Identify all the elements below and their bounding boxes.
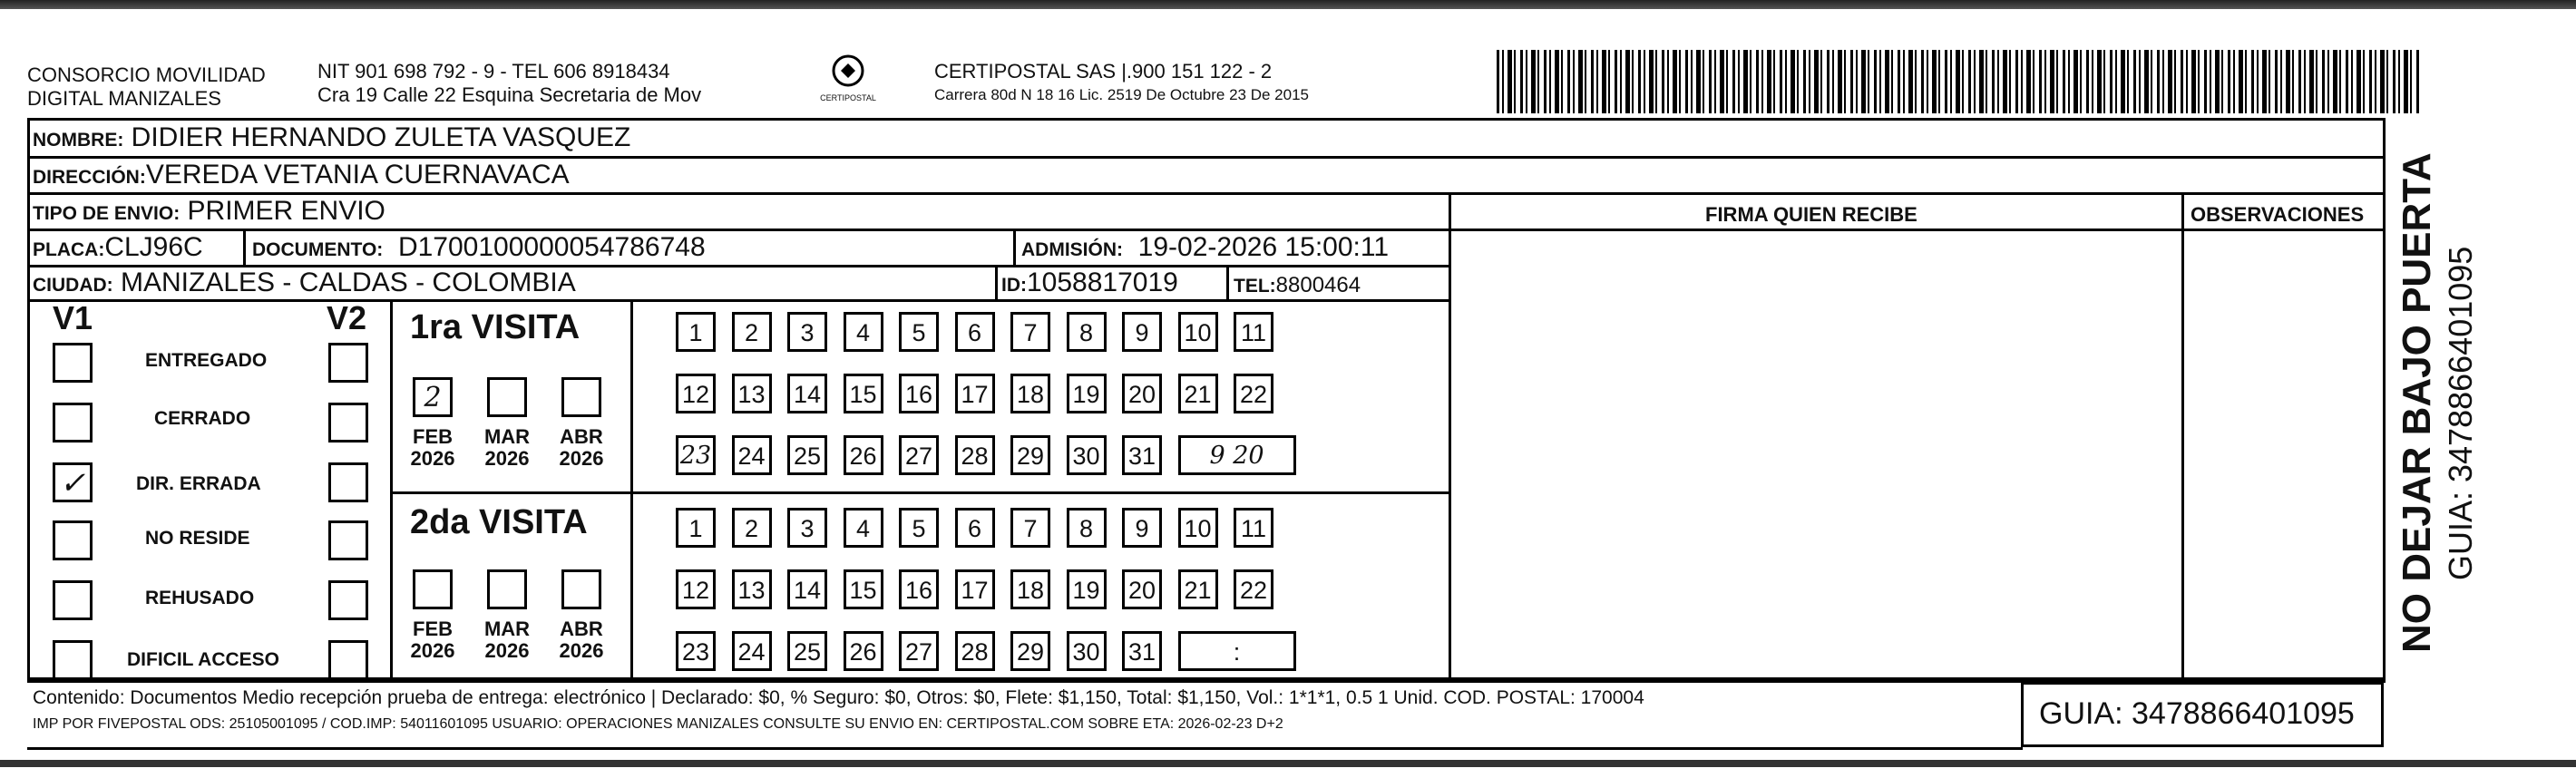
second-day-2[interactable]: 2 <box>732 508 772 548</box>
first-day-9[interactable]: 9 <box>1122 312 1162 352</box>
company-nit: NIT 901 698 792 - 9 - TEL 606 8918434 Cra 19 Calle 22 Esquina Secretaria de Mov <box>317 60 702 106</box>
second-day-28[interactable]: 28 <box>955 631 995 671</box>
bottom-border <box>0 760 2576 767</box>
status-entregado: ENTREGADO <box>145 350 268 371</box>
visit-divider <box>390 491 1451 494</box>
second-day-17[interactable]: 17 <box>955 569 995 609</box>
top-border <box>0 0 2576 9</box>
second-day-21[interactable]: 21 <box>1178 569 1218 609</box>
months-divider <box>630 299 633 680</box>
direccion-field: DIRECCIÓN:VEREDA VETANIA CUERNAVACA <box>33 160 570 190</box>
placa-field: PLACA:CLJ96C <box>33 232 203 262</box>
field-divider <box>1013 229 1016 265</box>
status-dificil-acceso: DIFICIL ACCESO <box>127 649 280 670</box>
second-day-10[interactable]: 10 <box>1178 508 1218 548</box>
row-divider <box>1451 229 2386 231</box>
first-day-4[interactable]: 4 <box>844 312 883 352</box>
first-day-24[interactable]: 24 <box>732 435 772 475</box>
first-day-11[interactable]: 11 <box>1234 312 1273 352</box>
second-time-box[interactable]: : <box>1178 631 1296 671</box>
second-day-4[interactable]: 4 <box>844 508 883 548</box>
first-day-31[interactable]: 31 <box>1122 435 1162 475</box>
second-day-18[interactable]: 18 <box>1010 569 1050 609</box>
first-day-27[interactable]: 27 <box>899 435 939 475</box>
no-dejar-bajo-puerta: NO DEJAR BAJO PUERTA <box>2395 152 2439 653</box>
v1-cerrado-checkbox[interactable] <box>53 403 93 442</box>
first-day-10[interactable]: 10 <box>1178 312 1218 352</box>
status-no-reside: NO RESIDE <box>145 528 250 549</box>
first-day-1[interactable]: 1 <box>676 312 716 352</box>
first-day-29[interactable]: 29 <box>1010 435 1050 475</box>
documento-field: DOCUMENTO: D1700100000054786748 <box>252 232 706 262</box>
firma-title: FIRMA QUIEN RECIBE <box>1705 203 1917 226</box>
row-divider <box>27 156 2386 159</box>
second-day-19[interactable]: 19 <box>1067 569 1107 609</box>
v1-label: V1 <box>53 299 93 336</box>
second-day-7[interactable]: 7 <box>1010 508 1050 548</box>
first-day-25[interactable]: 25 <box>787 435 827 475</box>
second-day-29[interactable]: 29 <box>1010 631 1050 671</box>
status-divider <box>390 299 393 680</box>
first-day-6[interactable]: 6 <box>955 312 995 352</box>
second-day-22[interactable]: 22 <box>1234 569 1273 609</box>
first-day-19[interactable]: 19 <box>1067 374 1107 413</box>
observaciones-title: OBSERVACIONES <box>2191 203 2365 226</box>
field-divider <box>243 229 246 265</box>
second-day-31[interactable]: 31 <box>1122 631 1162 671</box>
first-day-13[interactable]: 13 <box>732 374 772 413</box>
first-day-16[interactable]: 16 <box>899 374 939 413</box>
second-abr-box[interactable] <box>561 569 601 609</box>
v1-no-reside-checkbox[interactable] <box>53 520 93 560</box>
second-day-13[interactable]: 13 <box>732 569 772 609</box>
first-day-17[interactable]: 17 <box>955 374 995 413</box>
status-rehusado: REHUSADO <box>145 588 255 608</box>
v1-entregado-checkbox[interactable] <box>53 343 93 383</box>
v1-rehusado-checkbox[interactable] <box>53 580 93 620</box>
first-time-box[interactable]: 9 20 <box>1178 435 1296 475</box>
v2-dir-errada-checkbox[interactable] <box>328 462 368 502</box>
second-mar-box[interactable] <box>487 569 527 609</box>
first-day-2[interactable]: 2 <box>732 312 772 352</box>
status-dir-errada: DIR. ERRADA <box>136 473 261 494</box>
second-day-23[interactable]: 23 <box>676 631 716 671</box>
v2-rehusado-checkbox[interactable] <box>328 580 368 620</box>
first-feb-label: FEB 2026 <box>410 425 455 470</box>
courier-info: CERTIPOSTAL SAS |.900 151 122 - 2 Carrera 80d N 18 16 Lic. 2519 De Octubre 23 De 2015 <box>934 60 1309 103</box>
first-abr-label: ABR 2026 <box>559 425 604 470</box>
second-day-26[interactable]: 26 <box>844 631 883 671</box>
field-divider <box>995 265 998 299</box>
v1-dir-errada-checkbox[interactable]: ✓ <box>53 462 93 502</box>
first-day-28[interactable]: 28 <box>955 435 995 475</box>
first-day-22[interactable]: 22 <box>1234 374 1273 413</box>
second-day-9[interactable]: 9 <box>1122 508 1162 548</box>
company-name: CONSORCIO MOVILIDAD DIGITAL MANIZALES <box>27 63 266 110</box>
first-day-30[interactable]: 30 <box>1067 435 1107 475</box>
second-day-27[interactable]: 27 <box>899 631 939 671</box>
second-day-25[interactable]: 25 <box>787 631 827 671</box>
first-day-3[interactable]: 3 <box>787 312 827 352</box>
second-visit-title: 2da VISITA <box>410 503 588 541</box>
footer-contenido: Contenido: Documentos Medio recepción prueba de entrega: electrónico | Declarado: $0, % Seguro: $0, Otros: $0, Flete: $1,150, Total: $1,150, Vol.: 1*1*1, 0.5 1 Unid. COD. POSTAL: 170004 <box>33 687 1644 708</box>
second-day-15[interactable]: 15 <box>844 569 883 609</box>
first-day-20[interactable]: 20 <box>1122 374 1162 413</box>
v2-dificil-acceso-checkbox[interactable] <box>328 640 368 680</box>
barcode <box>1497 50 2422 113</box>
v2-label: V2 <box>327 299 367 336</box>
footer-guia: GUIA: 3478866401095 <box>2039 696 2355 731</box>
first-day-8[interactable]: 8 <box>1067 312 1107 352</box>
first-day-15[interactable]: 15 <box>844 374 883 413</box>
first-day-21[interactable]: 21 <box>1178 374 1218 413</box>
ciudad-field: CIUDAD: MANIZALES - CALDAS - COLOMBIA <box>33 267 576 297</box>
first-day-14[interactable]: 14 <box>787 374 827 413</box>
v2-no-reside-checkbox[interactable] <box>328 520 368 560</box>
first-day-5[interactable]: 5 <box>899 312 939 352</box>
second-day-16[interactable]: 16 <box>899 569 939 609</box>
second-day-20[interactable]: 20 <box>1122 569 1162 609</box>
certipostal-logo: CERTIPOSTAL <box>816 53 880 102</box>
second-day-1[interactable]: 1 <box>676 508 716 548</box>
side-guia: GUIA: 3478866401095 <box>2442 246 2479 580</box>
second-feb-label: FEB 2026 <box>410 618 455 662</box>
second-day-5[interactable]: 5 <box>899 508 939 548</box>
second-day-8[interactable]: 8 <box>1067 508 1107 548</box>
second-abr-label: ABR 2026 <box>559 618 604 662</box>
tel-field: TEL:8800464 <box>1234 273 1361 297</box>
second-mar-label: MAR 2026 <box>483 618 531 662</box>
tipo-envio-field: TIPO DE ENVIO: PRIMER ENVIO <box>33 196 385 226</box>
column-divider <box>2181 192 2184 680</box>
second-day-6[interactable]: 6 <box>955 508 995 548</box>
second-day-14[interactable]: 14 <box>787 569 827 609</box>
column-divider <box>1449 192 1451 680</box>
logo-icon <box>830 53 866 89</box>
id-field: ID:1058817019 <box>1001 267 1178 297</box>
first-day-12[interactable]: 12 <box>676 374 716 413</box>
first-mar-box[interactable] <box>487 377 527 417</box>
v2-entregado-checkbox[interactable] <box>328 343 368 383</box>
field-divider <box>1226 265 1229 299</box>
first-visit-title: 1ra VISITA <box>410 308 581 346</box>
second-day-3[interactable]: 3 <box>787 508 827 548</box>
second-day-11[interactable]: 11 <box>1234 508 1273 548</box>
second-day-24[interactable]: 24 <box>732 631 772 671</box>
first-mar-label: MAR 2026 <box>483 425 531 470</box>
first-abr-box[interactable] <box>561 377 601 417</box>
footer-imp: IMP POR FIVEPOSTAL ODS: 25105001095 / COD.IMP: 54011601095 USUARIO: OPERACIONES MANIZALES CONSULTE SU ENVIO EN: CERTIPOSTAL.COM SOBRE ETA: 2026-02-23 D+2 <box>33 716 1283 732</box>
v2-cerrado-checkbox[interactable] <box>328 403 368 442</box>
second-feb-box[interactable] <box>413 569 453 609</box>
first-day-7[interactable]: 7 <box>1010 312 1050 352</box>
footer-bottom <box>27 747 2023 750</box>
first-feb-box[interactable]: 2 <box>413 377 453 417</box>
second-day-12[interactable]: 12 <box>676 569 716 609</box>
first-day-18[interactable]: 18 <box>1010 374 1050 413</box>
status-cerrado: CERRADO <box>154 408 251 429</box>
admision-field: ADMISIÓN: 19-02-2026 15:00:11 <box>1021 232 1390 262</box>
first-day-26[interactable]: 26 <box>844 435 883 475</box>
second-day-30[interactable]: 30 <box>1067 631 1107 671</box>
v1-dificil-acceso-checkbox[interactable] <box>53 640 93 680</box>
nombre-field: NOMBRE: DIDIER HERNANDO ZULETA VASQUEZ <box>33 122 631 152</box>
first-day-23[interactable]: 23 <box>676 435 716 475</box>
